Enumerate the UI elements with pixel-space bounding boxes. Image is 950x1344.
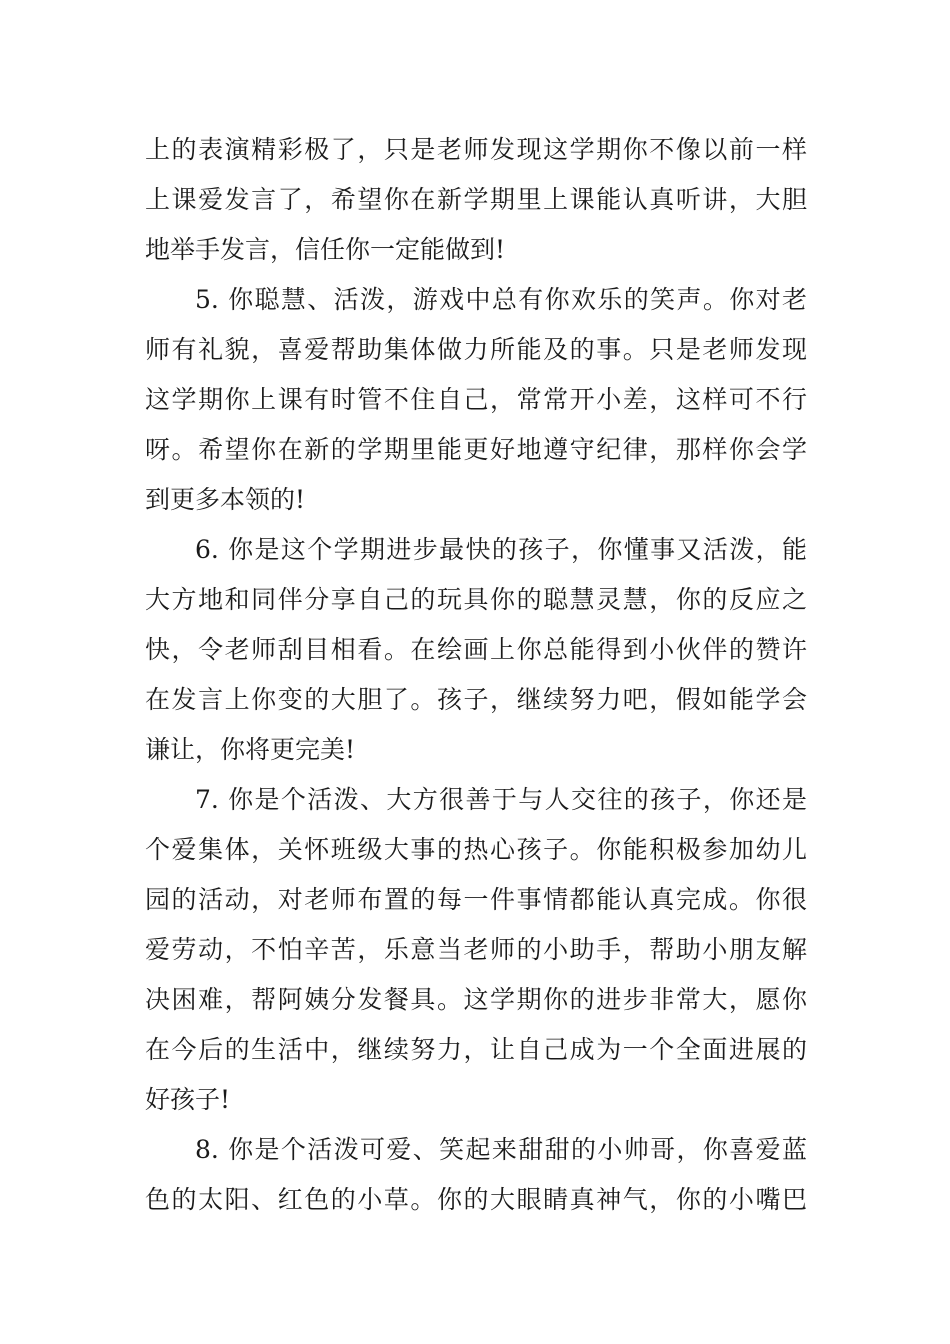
text-line: 到更多本领的!: [145, 485, 306, 514]
paragraph-6: [145, 525, 807, 775]
text-line: 地举手发言，信任你一定能做到!: [145, 235, 506, 264]
text-line: 决困难，帮阿姨分发餐具。这学期你的进步非常大，愿你: [145, 985, 807, 1014]
text-line: 爱劳动，不怕辛苦，乐意当老师的小助手，帮助小朋友解: [145, 935, 807, 964]
text-line: 好孩子!: [145, 1085, 231, 1114]
text-line: 大方地和同伴分享自己的玩具你的聪慧灵慧，你的反应之: [145, 585, 807, 614]
paragraph-7: [145, 775, 807, 1125]
text-line: 在发言上你变的大胆了。孩子，继续努力吧，假如能学会: [145, 685, 807, 714]
text-line: 园的活动，对老师布置的每一件事情都能认真完成。你很: [145, 885, 807, 914]
text-line: 这学期你上课有时管不住自己，常常开小差，这样可不行: [145, 385, 807, 414]
text-line: 8. 你是个活泼可爱、笑起来甜甜的小帅哥，你喜爱蓝: [195, 1135, 807, 1164]
text-line: 在今后的生活中，继续努力，让自己成为一个全面进展的: [145, 1035, 807, 1064]
text-line: 5. 你聪慧、活泼，游戏中总有你欢乐的笑声。你对老: [195, 285, 807, 314]
text-line: 色的太阳、红色的小草。你的大眼睛真神气，你的小嘴巴: [145, 1185, 807, 1214]
text-line: 6. 你是这个学期进步最快的孩子，你懂事又活泼，能: [195, 535, 807, 564]
text-line: 呀。希望你在新的学期里能更好地遵守纪律，那样你会学: [145, 435, 807, 464]
text-line: 快，令老师刮目相看。在绘画上你总能得到小伙伴的赞许: [145, 635, 807, 664]
paragraph-5: [145, 275, 807, 525]
text-line: 上课爱发言了，希望你在新学期里上课能认真听讲，大胆: [145, 185, 807, 214]
document-body: [145, 125, 807, 1225]
text-line: 7. 你是个活泼、大方很善于与人交往的孩子，你还是: [195, 785, 807, 814]
paragraph-4-continued: [145, 125, 807, 275]
text-line: 谦让，你将更完美!: [145, 735, 356, 764]
text-line: 个爱集体，关怀班级大事的热心孩子。你能积极参加幼儿: [145, 835, 807, 864]
text-line: 师有礼貌，喜爱帮助集体做力所能及的事。只是老师发现: [145, 335, 807, 364]
paragraph-8: [145, 1125, 807, 1225]
text-line: 上的表演精彩极了，只是老师发现这学期你不像以前一样: [145, 135, 807, 164]
